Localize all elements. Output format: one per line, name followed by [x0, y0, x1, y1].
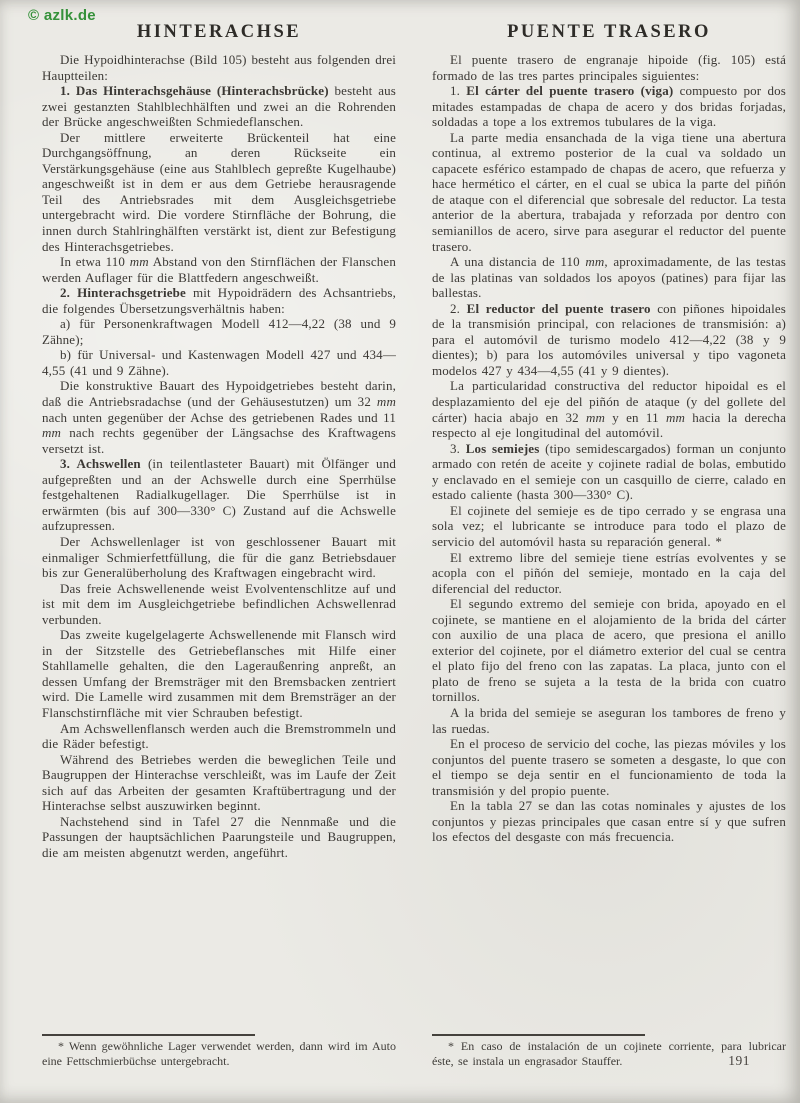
paragraph: A la brida del semieje se aseguran los tambores de freno y las ruedas.	[432, 704, 786, 736]
footnote-german: * Wenn gewöhnliche Lager verwendet werden, dann wird im Auto eine Fettschmierbüchse untergebracht.	[42, 1039, 396, 1068]
paragraph: In etwa 110 mm Abstand von den Stirnflächen der Flanschen werden Auflager für die Blattfedern angeschweißt.	[42, 254, 396, 285]
paragraph: La parte media ensanchada de la viga tiene una abertura continua, al extremo posterior de la cual va soldado un capacete esférico estampado de chapas de acero, que refuerza y hace hermético el cárter, en el cual se ubica la parte del piñón de ataque con el diferencial que sobresale del reductor. La testa anterior de la abertura, trabajada y reforzada por dentro con semianillos de acero, sirve para asegurar el reductor del puente trasero.	[432, 129, 786, 254]
page-title-german: HINTERACHSE	[136, 22, 302, 42]
paragraph: 1. El cárter del puente trasero (viga) compuesto por dos mitades estampadas de chapa de acero y dos bridas forjadas, soldadas a tope a los extremos tubulares de la viga.	[432, 83, 786, 130]
footnote-rule	[432, 1034, 645, 1036]
footnote-spanish: * En caso de instalación de un cojinete corriente, para lubricar éste, se instala un engrasador Stauffer.	[432, 1039, 786, 1068]
paragraph: El segundo extremo del semieje con brida, apoyado en el cojinete, se mantiene en el alojamiento de la brida del cárter con auxilio de una placa de acero, que presiona el anillo exterior del cojinete, por el diámetro exterior del cual se centra el plato fijo del freno con las zapatas. La placa, junto con el plato de freno se sujeta a la testa de la brida con cuatro tornillos.	[432, 596, 786, 705]
column-body-spanish	[432, 52, 786, 845]
paragraph: Der mittlere erweiterte Brückenteil hat eine Durchgangsöffnung, an deren Rückseite ein Verstärkungsgehäuse (eine aus Stahlblech gepreßte Kugelhaube) angeschweißt ist in dem er aus dem Getriebe herausragende Teil des Antriebsrades mit dem Ausgleichsgetriebe untergebracht wird. Die vordere Stirnfläche der Bohrung, die innen durch Stahlringhälften verstärkt ist, dient zur Befestigung des Hinterachsgetriebes.	[42, 129, 396, 254]
paragraph: Der Achswellenlager ist von geschlossener Bauart mit einmaliger Schmierfettfüllung, die für die ganz Betriebsdauer bis zur Generalüberholung des Kraftwagen eingebracht wird.	[42, 533, 396, 581]
paragraph: La particularidad constructiva del reductor hipoidal es el desplazamiento del eje del piñón de ataque (y del gollete del cárter) hacia abajo en 32 mm y en 11 mm hacia la derecha respecto al eje longitudinal del automóvil.	[432, 378, 786, 441]
paragraph: En la tabla 27 se dan las cotas nominales y ajustes de los conjuntos y piezas principales que casan entre sí y que sufren los efectos del desgaste con más frecuencia.	[432, 798, 786, 845]
paragraph: 3. Los semiejes (tipo semidescargados) forman un conjunto armado con retén de aceite y cojinete radial de bolas, embutido y enclavado en el semieje con un casquillo de cierre, calado en estado caliente (hasta 300—330° C).	[432, 440, 786, 503]
paragraph: Das zweite kugelgelagerte Achswellenende mit Flansch wird in der Sitzstelle des Getriebeflansches mit Hilfe einer Stahllamelle gehalten, die den Lageraußenring anpreßt, an dessen Umfang der Bremsträger mit den Bremsbacken zentriert wird. Die Lamelle wird zusammen mit dem Bremsträger an der Flanschstirnfläche mit vier Schrauben befestigt.	[42, 627, 396, 720]
footnote-block-german	[42, 1028, 396, 1068]
paragraph: Das freie Achswellenende weist Evolventenschlitze auf und ist mit dem im Ausgleichgetriebe befindlichen Achswellenrad verbunden.	[42, 580, 396, 627]
paragraph: 1. Das Hinterachsgehäuse (Hinterachsbrücke) besteht aus zwei gestanzten Stahlblechhälften und zwei an die Rohrenden der Brücke angeschweißten Schmiedeflanschen.	[42, 83, 396, 130]
two-column-layout	[42, 22, 786, 1068]
paragraph: A una distancia de 110 mm, aproximadamente, de las testas de las platinas van soldados los apoyos (patines) para fijar las ballestas.	[432, 254, 786, 301]
watermark: © azlk.de	[28, 7, 96, 24]
column-body-german	[42, 52, 396, 860]
paragraph: El cojinete del semieje es de tipo cerrado y se engrasa una sola vez; el lubricante se introduce para todo el plazo de servicio del automóvil hasta su reparación general. *	[432, 502, 786, 549]
paragraph: El puente trasero de engranaje hipoide (fig. 105) está formado de las tres partes principales siguientes:	[432, 52, 786, 83]
paragraph: Die konstruktive Bauart des Hypoidgetriebes besteht darin, daß die Antriebsradachse (und der Gehäusestutzen) um 32 mm nach unten gegenüber der Achse des getriebenen Rades und 11 mm nach rechts gegenüber der Längsachse des Kraftwagens versetzt ist.	[42, 378, 396, 456]
column-german	[42, 22, 396, 1068]
paragraph: a) für Personenkraftwagen Modell 412—4,22 (38 und 9 Zähne);	[42, 316, 396, 347]
column-spanish	[432, 22, 786, 1068]
page-number: 191	[728, 1053, 750, 1068]
footnote-rule	[42, 1034, 255, 1036]
paragraph: El extremo libre del semieje tiene estrías evolventes y se acopla con el piñón del semieje, montado en la caja del diferencial del reductor.	[432, 549, 786, 596]
page-title-spanish: PUENTE TRASERO	[507, 22, 711, 42]
paragraph: Am Achswellenflansch werden auch die Bremstrommeln und die Räder befestigt.	[42, 720, 396, 752]
paragraph: 2. El reductor del puente trasero con piñones hipoidales de la transmisión principal, con relaciones de transmisión: a) para el automóvil de turismo modelo 412—4,22 (38 y 9 dientes); b) para los automóviles universal y tipo vagoneta modelos 427 y 434—4,55 (41 y 9 dientes).	[432, 300, 786, 378]
paragraph: b) für Universal- und Kastenwagen Modell 427 und 434—4,55 (41 und 9 Zähne).	[42, 347, 396, 378]
paragraph: 2. Hinterachsgetriebe mit Hypoidrädern des Achsantriebs, die folgendes Übersetzungsverhältnis haben:	[42, 285, 396, 316]
paragraph: Nachstehend sind in Tafel 27 die Nennmaße und die Passungen der hauptsächlichen Paarungsteile und Baugruppen, die am meisten abgenutzt werden, angeführt.	[42, 813, 396, 860]
paragraph: En el proceso de servicio del coche, las piezas móviles y los conjuntos del puente trasero se someten a desgaste, lo que con el tiempo se deja sentir en el funcionamiento de toda la transmisión y del propio puente.	[432, 736, 786, 798]
paragraph: Während des Betriebes werden die beweglichen Teile und Baugruppen der Hinterachse verschleißt, was im Laufe der Zeit sich auf das Arbeiten der gesamten Kraftübertragung und der Hinterachse selbst auszuwirken beginnt.	[42, 751, 396, 814]
paragraph: 3. Achswellen (in teilentlasteter Bauart) mit Ölfänger und aufgepreßten und an der Achswelle durch eine Sperrhülse festgehaltenen Radialkugellager. Die Sperrhülse ist in erwärmten (bis auf 300—330° C) Zustand auf die Achswelle aufzupressen.	[42, 456, 396, 534]
paragraph: Die Hypoidhinterachse (Bild 105) besteht aus folgenden drei Hauptteilen:	[42, 52, 396, 83]
